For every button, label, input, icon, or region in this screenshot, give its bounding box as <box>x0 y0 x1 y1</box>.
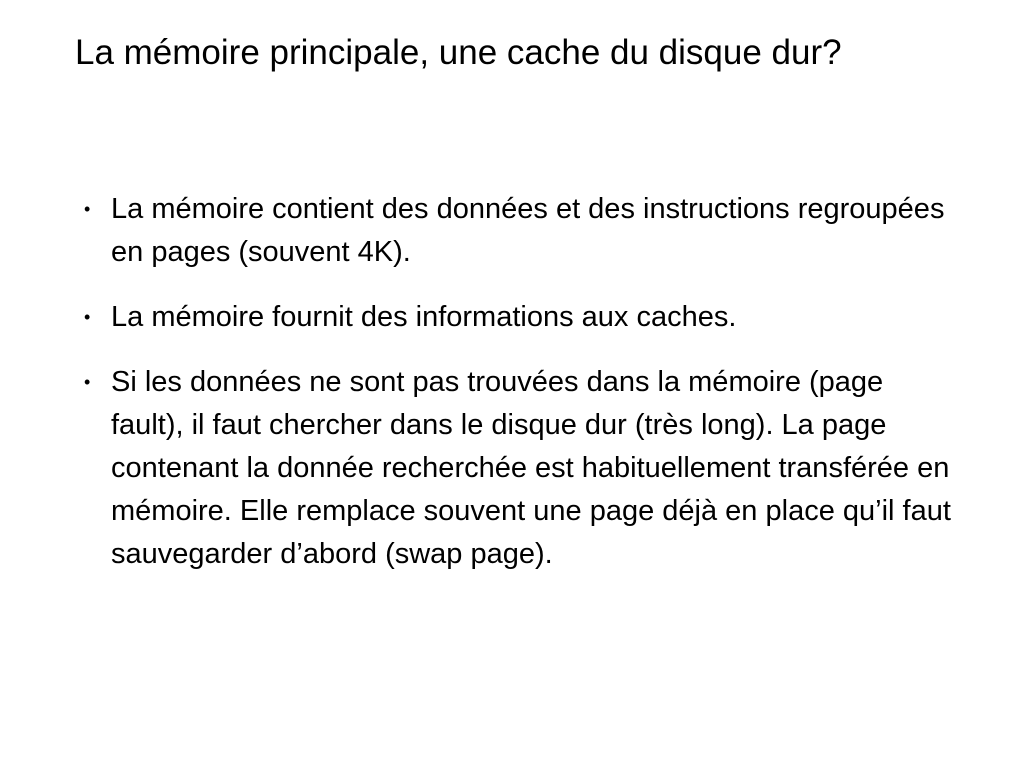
bullet-text: Si les données ne sont pas trouvées dans la mémoire (page fault), il faut chercher dans le disque dur (très long). La page contenant la donnée recherchée est habituellement transférée en mémoire. Elle remplace souvent une page déjà en place qu’il faut sauvegarder d’abord (swap page). <box>111 366 951 570</box>
bullet-item <box>0 296 951 339</box>
bullet-item <box>0 188 951 274</box>
bullet-text: La mémoire fournit des informations aux caches. <box>111 301 737 333</box>
slide-title: La mémoire principale, une cache du disque dur? <box>75 33 842 72</box>
bullet-icon: • <box>84 307 91 327</box>
bullet-item <box>0 361 951 576</box>
bullet-text: La mémoire contient des données et des instructions regroupées en pages (souvent 4K). <box>111 193 945 268</box>
bullet-icon: • <box>84 199 91 219</box>
bullet-icon: • <box>84 372 91 392</box>
bullet-list <box>0 188 1024 598</box>
